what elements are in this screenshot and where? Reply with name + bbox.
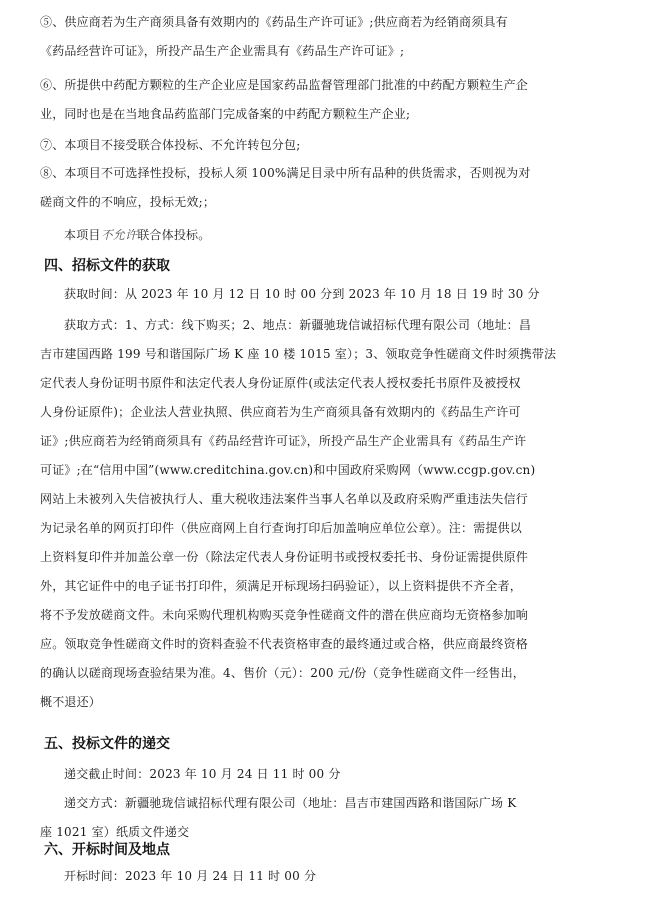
text-line: 定代表人身份证明书原件和法定代表人身份证原件(或法定代表人授权委托书原件及被授权 — [40, 376, 521, 390]
text-line: 人身份证原件)；企业法人营业执照、供应商若为生产商须具备有效期内的《药品生产许可 — [40, 405, 521, 419]
text-line: 为记录名单的网页打印件（供应商网上自行查询打印后加盖响应单位公章）。注：需提供以 — [40, 521, 523, 535]
text-line: 将不予发放磋商文件。未向采购代理机构购买竞争性磋商文件的潜在供应商均无资格参加响 — [40, 608, 529, 622]
consortium-emphasis: 不允许 — [100, 228, 138, 242]
requirement-item-8 — [40, 159, 611, 217]
text-line: 证》;供应商若为经销商须具有《药品经营许可证》，所投产品生产企业需具有《药品生产许 — [40, 434, 527, 448]
section-6-heading: 六、开标时间及地点 — [44, 842, 170, 858]
consortium-suffix: 联合体投标。 — [137, 228, 211, 242]
text-line: 可证》;在“信用中国”(www.creditchina.gov.cn)和中国政府采购网（www.ccgp.gov.cn) — [40, 463, 536, 477]
requirement-item-6 — [40, 71, 611, 129]
section-4-heading: 四、招标文件的获取 — [44, 258, 170, 274]
section-4-time — [64, 280, 611, 309]
text-line: 《药品经营许可证》，所投产品生产企业需具有《药品生产许可证》; — [40, 44, 405, 58]
text-line: 网站上未被列入失信被执行人、重大税收违法案件当事人名单以及政府采购严重违法失信行 — [40, 492, 529, 506]
text-line: 上资料复印件并加盖公章一份（除法定代表人身份证明书或授权委托书、身份证需提供原件 — [40, 550, 529, 564]
text-line: 吉市建国西路 199 号和谐国际广场 K 座 10 楼 1015 室）；3、领取竞争性磋商文件时须携带法 — [40, 347, 557, 361]
section-5-heading: 五、投标文件的递交 — [44, 736, 170, 752]
consortium-note — [64, 221, 611, 250]
text-line: ⑥、所提供中药配方颗粒的生产企业应是国家药品监督管理部门批准的中药配方颗粒生产企 — [40, 78, 529, 92]
text-line: ⑤、供应商若为生产商须具备有效期内的《药品生产许可证》;供应商若为经销商须具有 — [40, 15, 508, 29]
section-5-method — [40, 789, 611, 847]
text-line: 获取时间：从 2023 年 10 月 12 日 10 时 00 分到 2023 年 10 月 18 日 19 时 30 分 — [64, 287, 540, 301]
text-line: 应。领取竞争性磋商文件时的资料查验不代表资格审查的最终通过或合格，供应商最终资格 — [40, 637, 529, 651]
text-line: 座 1021 室）纸质文件递交 — [40, 825, 190, 839]
text-line: 开标时间：2023 年 10 月 24 日 11 时 00 分 — [64, 869, 317, 883]
requirement-item-5 — [40, 8, 611, 66]
text-line: 获取方式：1、方式：线下购买；2、地点：新疆驰珑信诚招标代理有限公司（地址：昌 — [64, 318, 532, 332]
text-line: ⑦、本项目不接受联合体投标、不允许转包分包; — [40, 138, 301, 152]
text-line: 递交截止时间：2023 年 10 月 24 日 11 时 00 分 — [64, 767, 341, 781]
section-4-method — [40, 311, 611, 717]
text-line: 业，同时也是在当地食品药监部门完成备案的中药配方颗粒生产企业; — [40, 107, 411, 121]
text-line: ⑧、本项目不可选择性投标，投标人须 100%满足目录中所有品种的供货需求，否则视为对 — [40, 166, 531, 180]
section-6-time — [64, 862, 611, 891]
text-line: 的确认以磋商现场查验结果为准。4、售价（元）：200 元/份（竞争性磋商文件一经售出， — [40, 666, 525, 680]
text-line — [64, 221, 611, 250]
text-line: 磋商文件的不响应，投标无效;； — [40, 195, 216, 209]
consortium-prefix: 本项目 — [64, 228, 101, 242]
text-line: 外，其它证件中的电子证书打印件，须满足开标现场扫码验证），以上资料提供不齐全者， — [40, 579, 523, 593]
text-line: 概不退还） — [40, 695, 102, 709]
requirement-item-7 — [40, 131, 611, 160]
section-5-deadline — [64, 760, 611, 789]
text-line: 递交方式：新疆驰珑信诚招标代理有限公司（地址：昌吉市建国西路和谐国际广场 K — [64, 796, 517, 810]
